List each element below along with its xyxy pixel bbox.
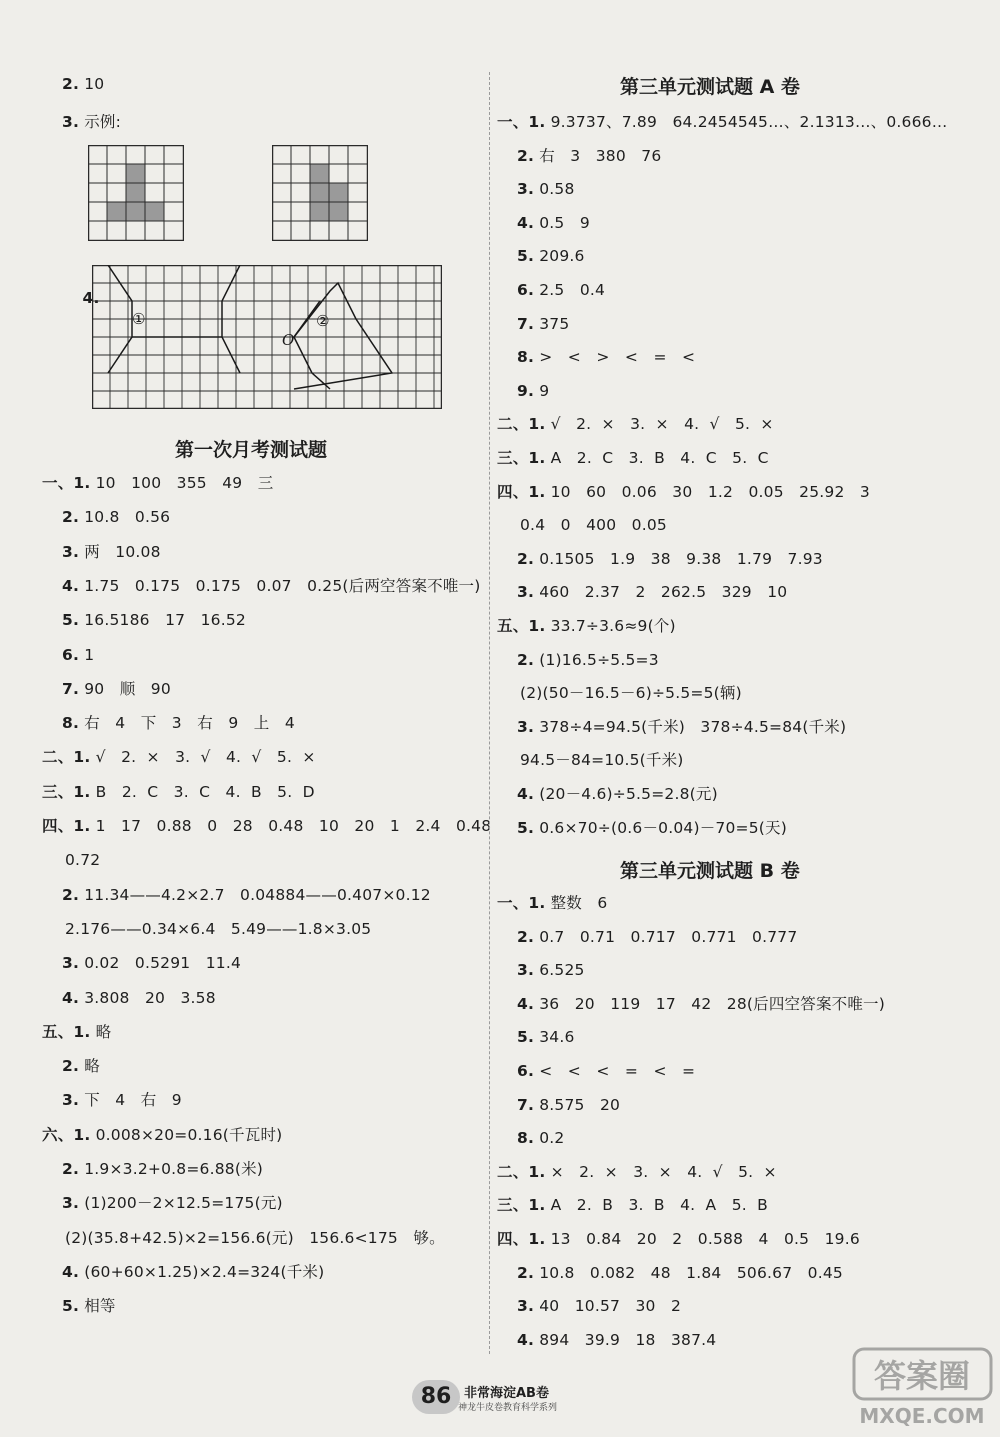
answer-text: 894 39.9 18 387.4 (534, 1330, 717, 1349)
answer-number: 3. (62, 113, 80, 131)
answer-number: 3. (62, 542, 80, 561)
answer-number: 3. (517, 180, 535, 199)
answer-text: 整数 6 (545, 894, 608, 912)
answer-number: 3. (517, 961, 535, 980)
answer-text: (1)16.5÷5.5=3 (534, 650, 659, 669)
example-grid-right (272, 145, 368, 241)
answer-number: 8. (517, 1129, 535, 1148)
answer-line (62, 953, 241, 973)
answer-line (497, 112, 947, 132)
answer-line (62, 507, 170, 527)
answer-number: 三、1. (42, 782, 91, 801)
answer-line (517, 1330, 716, 1350)
answer-line (42, 782, 315, 802)
footer-title: 非常海淀AB卷 (464, 1386, 549, 1401)
answer-number: 6. (517, 1062, 535, 1080)
answer-number: 6. (62, 645, 80, 664)
answer-text: (20－4.6)÷5.5=2.8(元) (534, 785, 718, 803)
q4-num: 4. (82, 289, 100, 307)
answer-number: 2. (62, 885, 80, 904)
answer-text: 209.6 (534, 247, 585, 266)
answer-text: 1 17 0.88 0 28 0.48 10 20 1 2.4 0.48 (90, 817, 492, 835)
answer-text: 1 (79, 645, 95, 664)
answer-line (62, 610, 246, 630)
shape-1-label: ① (132, 310, 146, 328)
answer-number: 2. (62, 508, 80, 527)
answer-line (520, 750, 684, 770)
answer-line (520, 515, 667, 535)
answer-text: 33.7÷3.6≈9(个) (545, 617, 676, 635)
answer-number: 8. (62, 714, 80, 733)
answer-number: 2. (517, 549, 535, 568)
answer-line (62, 576, 481, 596)
answer-number: 3. (62, 1091, 80, 1110)
answer-line (62, 1159, 263, 1179)
answer-text: 0.7 0.71 0.717 0.771 0.777 (534, 927, 798, 946)
answer-line (497, 616, 676, 636)
answer-line (65, 850, 100, 870)
answer-number: 一、1. (497, 113, 546, 131)
answer-line (62, 885, 431, 905)
answer-line (517, 1027, 575, 1047)
answer-number: 7. (517, 314, 535, 333)
answer-number: 7. (62, 679, 80, 698)
answer-text: 10 (79, 75, 105, 93)
answer-line (517, 347, 695, 367)
answer-number: 3. (517, 583, 535, 602)
answer-number: 3. (517, 1297, 535, 1316)
answer-number: 4. (517, 1330, 535, 1349)
answer-number: 2. (517, 650, 535, 669)
answer-text: 6.525 (534, 961, 585, 980)
answer-text: 略 (79, 1057, 100, 1076)
answer-line (517, 246, 585, 266)
answer-number: 4. (62, 988, 80, 1007)
answer-number: 三、1. (497, 449, 546, 467)
answer-line (517, 1296, 681, 1316)
answer-line (62, 1056, 100, 1076)
answer-text: √ 2. × 3. × 4. √ 5. × (545, 415, 774, 434)
answer-number: 3. (62, 954, 80, 973)
answer-line (517, 784, 718, 804)
answer-text: A 2. C 3. B 4. C 5. C (545, 449, 769, 467)
answer-text: 右 3 380 76 (534, 146, 662, 165)
answer-number: 2. (517, 146, 535, 165)
answer-number: 6. (517, 281, 535, 299)
answer-line (497, 1162, 777, 1182)
right-heading-a: 第三单元测试题 A 卷 (620, 76, 800, 98)
answer-line (42, 747, 316, 767)
answer-text: 13 0.84 20 2 0.588 4 0.5 19.6 (545, 1230, 860, 1248)
answer-line (517, 314, 569, 334)
answer-text: 90 顺 90 (79, 679, 171, 698)
answer-text: 10.8 0.082 48 1.84 506.67 0.45 (534, 1263, 843, 1282)
answer-text: 0.1505 1.9 38 9.38 1.79 7.93 (534, 549, 823, 568)
answer-line (62, 645, 94, 665)
answer-text: √ 2. × 3. √ 4. √ 5. × (90, 748, 316, 767)
answer-line (62, 988, 216, 1008)
answer-text: 36 20 119 17 42 28(后四空答案不唯一) (534, 994, 886, 1013)
answer-line (517, 213, 590, 233)
answer-number: 4. (62, 1262, 80, 1281)
answer-text: (60+60×1.25)×2.4=324(千米) (79, 1262, 325, 1281)
right-heading-b: 第三单元测试题 B 卷 (620, 860, 800, 882)
answer-line (497, 1229, 860, 1249)
answer-line (517, 1061, 695, 1081)
answer-number: 四、1. (42, 817, 91, 835)
answer-number: 二、1. (497, 415, 546, 434)
answer-line (42, 816, 491, 836)
shaded-square (107, 202, 164, 221)
answer-text: 0.72 (65, 851, 101, 870)
answer-text: 375 (534, 314, 570, 333)
answer-number: 2. (517, 927, 535, 946)
watermark-top: 答案圈 (873, 1357, 971, 1395)
shape-2-label: ② (316, 312, 330, 330)
answer-number: 四、1. (497, 1230, 546, 1248)
answer-text: (1)200－2×12.5=175(元) (79, 1194, 283, 1213)
answer-text: (2)(50－16.5－6)÷5.5=5(辆) (520, 684, 742, 703)
answer-text: > < > < = < (534, 348, 696, 367)
answer-number: 4. (517, 994, 535, 1013)
answer-number: 4. (62, 576, 80, 595)
answer-line (517, 381, 549, 401)
watermark-logo (850, 1345, 995, 1430)
answer-line (517, 582, 787, 602)
answer-line (517, 927, 797, 947)
answer-line (62, 1090, 182, 1110)
answer-line (517, 717, 846, 737)
answer-text: 1.9×3.2+0.8=6.88(米) (79, 1160, 264, 1178)
answer-number: 五、1. (42, 1022, 91, 1041)
answer-number: 二、1. (497, 1162, 546, 1181)
answer-text: 0.2 (534, 1129, 565, 1148)
answer-text: 3.808 20 3.58 (79, 988, 216, 1007)
page-number: 86 (412, 1380, 460, 1414)
answer-line (497, 893, 607, 913)
answer-number: 2. (62, 75, 80, 93)
answer-text: 1.75 0.175 0.175 0.07 0.25(后两空答案不唯一) (79, 576, 481, 595)
answer-number: 3. (62, 1194, 80, 1213)
answer-number: 2. (62, 1160, 80, 1178)
column-divider (489, 72, 490, 1354)
answer-number: 7. (517, 1095, 535, 1114)
answer-line (62, 74, 104, 94)
answer-text: 示例: (79, 113, 122, 131)
answer-number: 五、1. (497, 617, 546, 635)
answer-line (517, 650, 659, 670)
answer-text: A 2. B 3. B 4. A 5. B (545, 1196, 769, 1215)
answer-number: 2. (62, 1057, 80, 1076)
answer-line (42, 1125, 282, 1145)
answer-text: 2.176——0.34×6.4 5.49——1.8×3.05 (65, 919, 372, 938)
answer-line (497, 414, 774, 434)
origin-label: O (282, 331, 295, 349)
answer-text: 0.4 0 400 0.05 (520, 516, 667, 535)
answer-line (517, 1128, 564, 1148)
answer-line (517, 1263, 843, 1283)
answer-text: 11.34——4.2×2.7 0.04884——0.407×0.12 (79, 885, 431, 904)
answer-line (517, 146, 661, 166)
answer-line (62, 1262, 324, 1282)
shape-2-inner (294, 337, 330, 389)
answer-text: 略 (90, 1022, 112, 1041)
answer-text: 0.02 0.5291 11.4 (79, 954, 242, 973)
answer-line (62, 112, 121, 132)
answer-number: 5. (62, 611, 80, 630)
answer-text: 16.5186 17 16.52 (79, 611, 246, 630)
answer-text: 相等 (79, 1297, 116, 1316)
answer-number: 一、1. (42, 474, 91, 492)
rotation-grid (92, 265, 442, 409)
answer-text: 0.008×20=0.16(千瓦时) (90, 1125, 283, 1144)
answer-number: 5. (517, 818, 535, 837)
answer-line (497, 448, 769, 468)
answer-text: 右 4 下 3 右 9 上 4 (79, 714, 295, 733)
answer-number: 4. (517, 213, 535, 232)
answer-text: × 2. × 3. × 4. √ 5. × (545, 1162, 777, 1181)
answer-text: 下 4 右 9 (79, 1091, 182, 1110)
answer-text: 两 10.08 (79, 542, 161, 561)
answer-text: B 2. C 3. C 4. B 5. D (90, 782, 315, 801)
answer-line (520, 683, 742, 703)
answer-text: 40 10.57 30 2 (534, 1297, 682, 1316)
answer-text: 8.575 20 (534, 1095, 621, 1114)
answer-text: 0.6×70÷(0.6－0.04)－70=5(天) (534, 818, 787, 837)
answer-number: 六、1. (42, 1125, 91, 1144)
example-grid-left (88, 145, 184, 241)
answer-line (62, 542, 161, 562)
answer-line (497, 482, 870, 502)
answer-text: 9 (534, 381, 550, 400)
answer-text: 378÷4=94.5(千米) 378÷4.5=84(千米) (534, 717, 847, 736)
shaded-square (329, 183, 348, 202)
answer-number: 一、1. (497, 894, 546, 912)
answer-text: 2.5 0.4 (534, 281, 606, 299)
answer-text: 34.6 (534, 1028, 575, 1047)
answer-line (517, 818, 787, 838)
answer-line (62, 713, 295, 733)
answer-number: 2. (517, 1263, 535, 1282)
answer-line (517, 1095, 620, 1115)
answer-number: 四、1. (497, 482, 546, 501)
answer-number: 5. (517, 1028, 535, 1047)
answer-text: 10 100 355 49 三 (90, 474, 274, 492)
answer-text: < < < = < = (534, 1062, 696, 1080)
answer-number: 二、1. (42, 748, 91, 767)
answer-line (42, 1022, 111, 1042)
answer-text: 0.5 9 (534, 213, 590, 232)
answer-number: 5. (62, 1297, 80, 1316)
answer-number: 4. (517, 785, 535, 803)
answer-line (62, 1296, 116, 1316)
answer-line (42, 473, 273, 493)
answer-line (65, 919, 371, 939)
answer-text: (2)(35.8+42.5)×2=156.6(元) 156.6<175 够。 (65, 1228, 445, 1247)
answer-line (517, 179, 575, 199)
answer-line (517, 960, 585, 980)
answer-text: 9.3737、7.89 64.2454545…、2.1313…、0.666… (545, 113, 948, 131)
left-heading: 第一次月考测试题 (175, 439, 328, 461)
answer-line (517, 994, 885, 1014)
answer-number: 9. (517, 381, 535, 400)
answer-line (62, 1193, 283, 1213)
answer-number: 三、1. (497, 1196, 546, 1215)
answer-line (65, 1228, 445, 1248)
answer-text: 460 2.37 2 262.5 329 10 (534, 583, 788, 602)
answer-line (62, 679, 171, 699)
answer-text: 0.58 (534, 180, 575, 199)
answer-line (517, 549, 823, 569)
watermark-bottom: MXQE.COM (859, 1404, 985, 1428)
answer-text: 94.5－84=10.5(千米) (520, 751, 684, 770)
answer-text: 10.8 0.56 (79, 508, 171, 527)
answer-number: 5. (517, 247, 535, 266)
answer-line (517, 280, 605, 300)
answer-text: 10 60 0.06 30 1.2 0.05 25.92 3 (545, 482, 870, 501)
answer-line (497, 1195, 768, 1215)
answer-number: 8. (517, 348, 535, 367)
footer-subtitle: 神龙牛皮卷教育科学系列 (458, 1403, 558, 1413)
answer-number: 3. (517, 717, 535, 736)
